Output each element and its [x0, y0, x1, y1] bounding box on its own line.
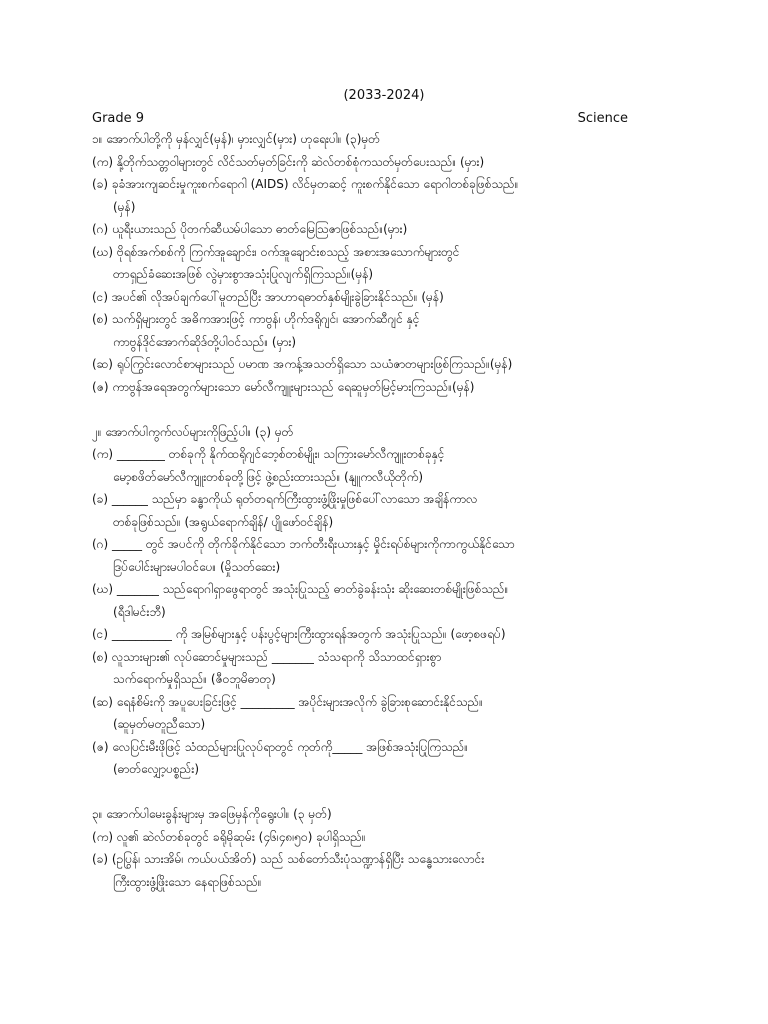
- question-line: (ဆူမှတ်မတူညီသော): [113, 717, 206, 731]
- question-line: (ဃ) _______ သည်ရောဂါရှာဖွေရာတွင် အသုံးပြုသည့် ဓာတ်ခွဲခန်းသုံး ဆိုးဆေးတစ်မျိုးဖြစ်သည်။: [92, 582, 509, 596]
- question-line: (ဇ) လေပြင်းမီးဖိုဖြင့် သံထည်များပြုလုပ်ရာတွင် ကုတ်ကို_____ အဖြစ်အသုံးပြုကြသည်။: [92, 739, 468, 754]
- section-1-heading: ၁။ အောက်ပါတို့ကို မှန်လျှင်(မှန်)၊ မှားလျှင်(မှား) ဟုရေးပါ။ (၃)မှတ်: [92, 132, 380, 146]
- section-spacer: [92, 398, 692, 421]
- question-line: (က) လူ၏ ဆဲလ်တစ်ခုတွင် ခရိုမိုဆုမ်း (၄၆၊၄၈၊၅၀) ခုပါရှိသည်။: [92, 829, 366, 844]
- question-line: (ရီဒါမင်းဘီ): [113, 604, 166, 619]
- question-line: (ခ) (ဥပြွန်၊ သားအိမ်၊ ကယ်ပယ်အိတ်) သည် သစ်တော်သီးပုံသဏ္ဍာန်ရှိပြီး သန္ဓေသားလောင်း: [92, 852, 485, 866]
- question-line: (ဂ) ယူရီးယားသည် ပိုတက်ဆီယမ်ပါသော ဓာတ်မြေဩဇာဖြစ်သည်။(မှား): [92, 222, 408, 236]
- question-line: (စ) သက်ရှိများတွင် အဓိကအားဖြင့် ကာဗွန်၊ ဟိုက်ဒရိုဂျင်၊ အောက်ဆီဂျင် နှင့်: [92, 312, 420, 326]
- question-line: ဒြပ်ပေါင်းများမပါဝင်ပေ။ (မှိုသတ်ဆေး): [113, 559, 281, 574]
- question-line: ကာဗွန်ဒိုင်အောက်ဆိုဒ်တို့ပါဝင်သည်။ (မှား): [113, 334, 297, 349]
- question-line: (က) ________ တစ်ခုကို နိုက်ထရိုဂျင်ဘေ့စ်တစ်မျိုး၊ သကြားမော်လီကျူးတစ်ခုနှင့်: [92, 447, 445, 461]
- section-3-heading: ၃။ အောက်ပါမေးခွန်းများမှ အဖြေမှန်ကိုရွေးပါ။ (၃ မှတ်): [92, 807, 332, 821]
- question-line: သက်ရောက်မှုရှိသည်။ (ဇီဝဘူမိဓာတု): [113, 672, 276, 686]
- question-line: (မှန်): [113, 199, 136, 214]
- question-line: တာရှည်ခံဆေးအဖြစ် လွဲမှားစွာအသုံးပြုလျက်ရှိကြသည်။(မှန်): [113, 267, 374, 281]
- section-spacer: [92, 781, 692, 804]
- question-line: (ဆ) ရေနံစိမ်းကို အပူပေးခြင်းဖြင့် _________ အပိုင်းများအလိုက် ခွဲခြားစုဆောင်းနိုင်သည်။: [92, 694, 483, 709]
- question-line: (ဇ) ကာဗွန်အရေအတွက်များသော မော်လီကျူးများသည် ရေဆူမှတ်မြင့်မားကြသည်။(မှန်): [92, 379, 475, 394]
- question-line: (ဃ) ဗိုရစ်အက်စစ်ကို ကြက်အူချောင်း၊ ဝက်အူချောင်းစသည့် အစားအသောက်များတွင်: [92, 244, 460, 259]
- question-line: (ဓာတ်လျှော့ပစ္စည်း): [113, 762, 200, 776]
- question-line: တစ်ခုဖြစ်သည်။ (အရွယ်ရောက်ချိန်/ ပျိုဖော်ဝင်ချိန်): [113, 514, 334, 529]
- subject-label: Science: [577, 111, 628, 126]
- question-line: (ခ) ______ သည်မှာ ခန္ဓာကိုယ် ရုတ်တရက်ကြီးထွားဖွံ့ဖြိုးမှုဖြစ်ပေါ်လာသော အချိန်ကာလ: [92, 492, 478, 506]
- question-line: (ခ) ခုခံအားကျဆင်းမှုကူးစက်ရောဂါ (AIDS) လိင်မှတဆင့် ကူးစက်နိုင်သော ရောဂါတစ်ခုဖြစ်သည်။: [92, 177, 519, 191]
- question-line: (င) အပင်၏ လိုအပ်ချက်ပေါ်မူတည်ပြီး အာဟာရဓာတ်နှစ်မျိုးခွဲခြားနိုင်သည်။ (မှန်): [92, 289, 444, 304]
- question-line: (င) __________ ကို အမြစ်များနှင့် ပန်းပွင့်များကြီးထွားရန်အတွက် အသုံးပြုသည်။ (ဖော့စဖရပ်): [92, 627, 506, 641]
- question-line: (ဆ) ရုပ်ကြွင်းလောင်စာများသည် ပမာဏ အကန့်အသတ်ရှိသော သယံဇာတများဖြစ်ကြသည်။(မှန်): [92, 357, 513, 371]
- section-2-heading: ၂။ အောက်ပါကွက်လပ်များကိုဖြည့်ပါ။ (၃) မှတ်: [92, 424, 294, 439]
- question-line: (စ) လူသားများ၏ လုပ်ဆောင်မှုများသည် _______ သံသရာကို သိသာထင်ရှားစွာ: [92, 649, 442, 664]
- question-line: ကြီးထွားဖွံ့ဖြိုးသော နေရာဖြစ်သည်။: [113, 874, 262, 889]
- question-line: မော့စဖိတ်မော်လီကျူးတစ်ခုတို့ဖြင့် ဖွဲ့စည်းထားသည်။ (နျူကလီယိုတိုက်): [113, 469, 424, 484]
- grade-label: Grade 9: [92, 111, 145, 126]
- exam-content: [92, 128, 692, 893]
- exam-year: (2033-2024): [343, 88, 425, 103]
- question-line: (က) နို့တိုက်သတ္တဝါများတွင် လိင်သတ်မှတ်ခြင်းကို ဆဲလ်တစ်စုံကသတ်မှတ်ပေးသည်။ (မှား): [92, 154, 485, 169]
- question-line: (ဂ) _____ တွင် အပင်ကို တိုက်ခိုက်နိုင်သော ဘက်တီးရီးယားနှင့် မှိုင်းရပ်စ်များကိုကာကွယ်နိုင်သော: [92, 537, 515, 551]
